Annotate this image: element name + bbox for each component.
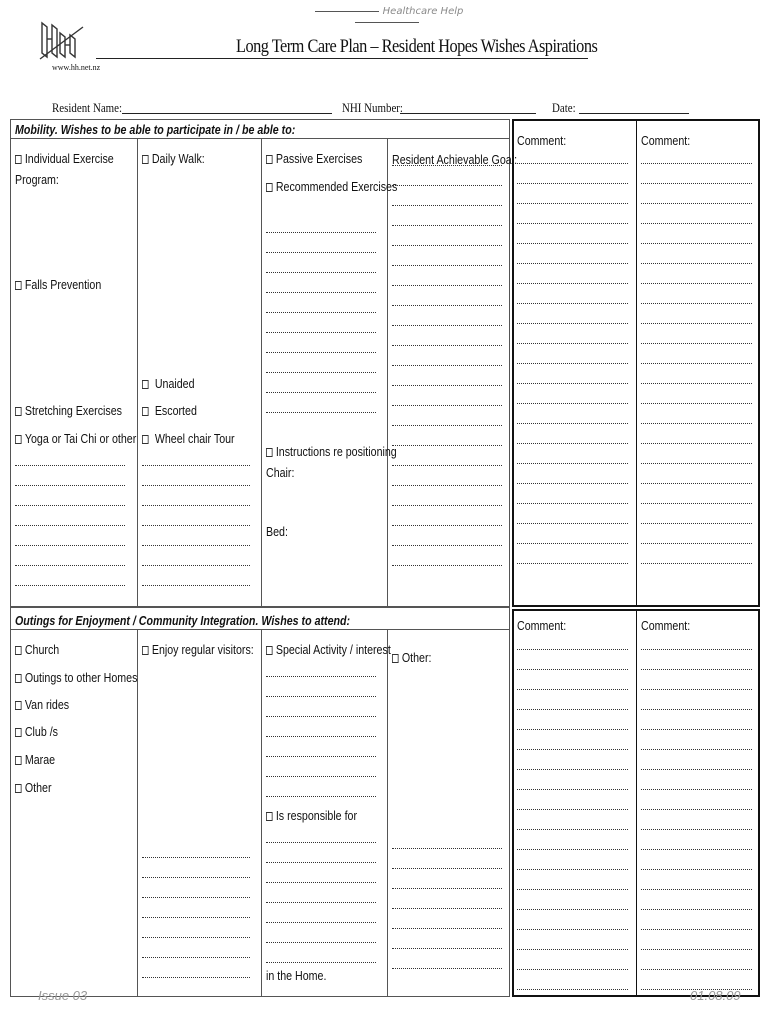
outings-col4-line[interactable]	[392, 928, 502, 929]
mobility-comment2-line[interactable]	[641, 283, 752, 284]
mobility-comment-divider	[636, 119, 637, 607]
option-label: Enjoy regular visitors:	[151, 642, 254, 657]
bed-label: Bed:	[266, 524, 288, 539]
mobility-comment1-line[interactable]	[517, 343, 628, 344]
mobility-col4-line[interactable]	[392, 505, 502, 506]
mobility-col4-line[interactable]	[392, 225, 502, 226]
brand-name: Healthcare Help	[382, 6, 464, 17]
outings-col4-line[interactable]	[392, 848, 502, 849]
outings-comment1-line[interactable]	[517, 929, 628, 930]
outings-col4-line[interactable]	[392, 868, 502, 869]
mobility-comment2-line[interactable]	[641, 403, 752, 404]
is-responsible-checkbox[interactable]	[266, 808, 357, 823]
passive-exercises-checkbox[interactable]	[266, 151, 362, 166]
mobility-col3-line[interactable]	[266, 252, 376, 253]
date-label: Date:	[552, 100, 576, 115]
nhi-number-field[interactable]	[400, 113, 536, 114]
mobility-col4-line[interactable]	[392, 565, 502, 566]
resident-name-field[interactable]	[122, 113, 332, 114]
outings-col2-line[interactable]	[142, 937, 250, 938]
option-label: Unaided	[154, 376, 195, 391]
mobility-col2-line[interactable]	[142, 565, 250, 566]
outings-comment-divider	[636, 609, 637, 997]
mobility-comment1-line[interactable]	[517, 403, 628, 404]
outings-comment1-line[interactable]	[517, 809, 628, 810]
option-label: Other	[24, 780, 52, 795]
outings-comment2-line[interactable]	[641, 669, 752, 670]
checkbox-icon[interactable]	[142, 435, 149, 444]
option-label: Special Activity / interest	[275, 642, 391, 657]
outings-comment1-line[interactable]	[517, 689, 628, 690]
mobility-col4-line[interactable]	[392, 545, 502, 546]
healthcare-help-logo	[38, 19, 88, 61]
mobility-col4-line[interactable]	[392, 185, 502, 186]
outings-comment1-line[interactable]	[517, 829, 628, 830]
outings-comment2-line[interactable]	[641, 649, 752, 650]
mobility-header-rule	[10, 138, 510, 139]
outings-comment1-line[interactable]	[517, 989, 628, 990]
outings-comment1-line[interactable]	[517, 789, 628, 790]
outings-col2-line[interactable]	[142, 857, 250, 858]
checkbox-icon[interactable]	[15, 155, 22, 164]
checkbox-icon[interactable]	[266, 812, 273, 821]
mobility-col4-line[interactable]	[392, 305, 502, 306]
mobility-col3-line[interactable]	[266, 352, 376, 353]
mobility-comment2-line[interactable]	[641, 363, 752, 364]
outings-comment1-line[interactable]	[517, 669, 628, 670]
outings-header-rule	[10, 629, 510, 630]
outings-comment2-line[interactable]	[641, 929, 752, 930]
outings-divider-3	[387, 629, 388, 997]
outings-comment2-line[interactable]	[641, 769, 752, 770]
mobility-col1-line[interactable]	[15, 585, 125, 586]
mobility-comment2-line[interactable]	[641, 563, 752, 564]
option-label: Outings to other Homes	[24, 670, 138, 685]
daily-walk-checkbox[interactable]	[142, 151, 205, 166]
option-label: Daily Walk:	[151, 151, 205, 166]
mobility-comment2-line[interactable]	[641, 503, 752, 504]
footer-date: 01.08.09	[690, 988, 741, 1003]
outings-col3-line-a[interactable]	[266, 796, 376, 797]
mobility-comment2-line[interactable]	[641, 523, 752, 524]
outings-comment2-line[interactable]	[641, 909, 752, 910]
mobility-comment2-line[interactable]	[641, 323, 752, 324]
achievable-goal-label: Resident Achievable Goal:	[392, 152, 518, 167]
option-label: Instructions re positioning	[275, 444, 397, 459]
outings-col3-line-a[interactable]	[266, 776, 376, 777]
mobility-col4-line[interactable]	[392, 465, 502, 466]
checkbox-icon[interactable]	[15, 728, 22, 737]
mobility-col4-line[interactable]	[392, 365, 502, 366]
mobility-col2-line[interactable]	[142, 485, 250, 486]
checkbox-icon[interactable]	[15, 407, 22, 416]
checkbox-icon[interactable]	[15, 756, 22, 765]
escorted-checkbox[interactable]	[142, 403, 197, 418]
mobility-comment1-line[interactable]	[517, 463, 628, 464]
mobility-col3-line[interactable]	[266, 292, 376, 293]
mobility-col4-line[interactable]	[392, 265, 502, 266]
mobility-comment2-line[interactable]	[641, 183, 752, 184]
mobility-col3-line[interactable]	[266, 332, 376, 333]
mobility-comment1-line[interactable]	[517, 383, 628, 384]
mobility-comment2-line[interactable]	[641, 343, 752, 344]
checkbox-icon[interactable]	[15, 435, 22, 444]
mobility-col4-line[interactable]	[392, 285, 502, 286]
mobility-col2-line[interactable]	[142, 525, 250, 526]
mobility-comment1-line[interactable]	[517, 203, 628, 204]
mobility-comment-2-label: Comment:	[641, 133, 691, 148]
checkbox-icon[interactable]	[266, 448, 273, 457]
outings-col3-line-a[interactable]	[266, 676, 376, 677]
special-activity-checkbox[interactable]	[266, 642, 391, 657]
date-field[interactable]	[579, 113, 689, 114]
outings-comment2-line[interactable]	[641, 949, 752, 950]
mobility-comment1-line[interactable]	[517, 483, 628, 484]
stretching-exercises-checkbox[interactable]	[15, 403, 122, 418]
outings-col3-line-b[interactable]	[266, 902, 376, 903]
outings-comment2-line[interactable]	[641, 709, 752, 710]
outings-col3-line-b[interactable]	[266, 962, 376, 963]
mobility-col4-line[interactable]	[392, 405, 502, 406]
outings-comment2-line[interactable]	[641, 729, 752, 730]
marae-checkbox[interactable]	[15, 752, 55, 767]
mobility-table	[10, 119, 510, 607]
outings-col3-line-a[interactable]	[266, 736, 376, 737]
program-label: Program:	[15, 172, 59, 187]
outings-col3-line-a[interactable]	[266, 756, 376, 757]
outings-col3-line-b[interactable]	[266, 862, 376, 863]
option-label: Recommended Exercises	[275, 179, 398, 194]
outings-comment1-line[interactable]	[517, 649, 628, 650]
outings-comment2-line[interactable]	[641, 849, 752, 850]
mobility-col4-line[interactable]	[392, 165, 502, 166]
option-label: Van rides	[24, 697, 70, 712]
outings-heading: Outings for Enjoyment / Community Integration. Wishes to attend:	[15, 613, 351, 628]
issue-number: Issue 03	[38, 988, 88, 1003]
option-label: Individual Exercise	[24, 151, 114, 166]
regular-visitors-checkbox[interactable]	[142, 642, 254, 657]
outings-col3-line-b[interactable]	[266, 882, 376, 883]
outings-comment2-line[interactable]	[641, 789, 752, 790]
mobility-comment1-line[interactable]	[517, 323, 628, 324]
mobility-col4-line[interactable]	[392, 325, 502, 326]
outings-comment2-line[interactable]	[641, 889, 752, 890]
outings-comment2-line[interactable]	[641, 809, 752, 810]
resident-fields	[52, 100, 742, 118]
outings-comment2-line[interactable]	[641, 869, 752, 870]
mobility-comment2-line[interactable]	[641, 263, 752, 264]
mobility-comment2-line[interactable]	[641, 223, 752, 224]
outings-comment1-line[interactable]	[517, 949, 628, 950]
mobility-divider-1	[137, 138, 138, 607]
mobility-comment2-line[interactable]	[641, 203, 752, 204]
outings-comment-2-label: Comment:	[641, 618, 691, 633]
outings-comment1-line[interactable]	[517, 749, 628, 750]
mobility-col3-line[interactable]	[266, 272, 376, 273]
outings-col3-line-b[interactable]	[266, 842, 376, 843]
mobility-col2-line[interactable]	[142, 585, 250, 586]
in-the-home-label: in the Home.	[266, 968, 327, 983]
checkbox-icon[interactable]	[142, 646, 149, 655]
document-title: Long Term Care Plan – Resident Hopes Wishes Aspirations	[236, 36, 598, 57]
option-label: Church	[24, 642, 60, 657]
mobility-comment1-line[interactable]	[517, 163, 628, 164]
outings-col2-line[interactable]	[142, 977, 250, 978]
mobility-col2-line[interactable]	[142, 545, 250, 546]
checkbox-icon[interactable]	[142, 407, 149, 416]
unaided-checkbox[interactable]	[142, 376, 195, 391]
outings-comment1-line[interactable]	[517, 849, 628, 850]
mobility-col3-line[interactable]	[266, 372, 376, 373]
mobility-divider-3	[387, 138, 388, 607]
mobility-col3-line[interactable]	[266, 412, 376, 413]
option-label: Yoga or Tai Chi or other	[24, 431, 137, 446]
outings-col3-line-b[interactable]	[266, 922, 376, 923]
outings-comment1-line[interactable]	[517, 969, 628, 970]
mobility-col4-line[interactable]	[392, 485, 502, 486]
mobility-col3-line[interactable]	[266, 232, 376, 233]
mobility-comment2-line[interactable]	[641, 423, 752, 424]
mobility-col2-line[interactable]	[142, 465, 250, 466]
mobility-col4-line[interactable]	[392, 245, 502, 246]
checkbox-icon[interactable]	[15, 701, 22, 710]
checkbox-icon[interactable]	[266, 155, 273, 164]
mobility-comment2-line[interactable]	[641, 383, 752, 384]
wheel-chair-tour-checkbox[interactable]	[142, 431, 235, 446]
mobility-col1-line[interactable]	[15, 505, 125, 506]
outings-col4-other-checkbox[interactable]	[392, 650, 431, 665]
mobility-col4-line[interactable]	[392, 525, 502, 526]
checkbox-icon[interactable]	[15, 281, 22, 290]
church-checkbox[interactable]	[15, 642, 59, 657]
mobility-col1-line[interactable]	[15, 565, 125, 566]
mobility-col1-line[interactable]	[15, 485, 125, 486]
outings-comment2-line[interactable]	[641, 829, 752, 830]
van-rides-checkbox[interactable]	[15, 697, 69, 712]
mobility-comment1-line[interactable]	[517, 263, 628, 264]
checkbox-icon[interactable]	[15, 646, 22, 655]
nhi-number-label: NHI Number:	[342, 100, 403, 115]
checkbox-icon[interactable]	[15, 674, 22, 683]
outings-col2-line[interactable]	[142, 897, 250, 898]
checkbox-icon[interactable]	[266, 646, 273, 655]
mobility-col4-line[interactable]	[392, 425, 502, 426]
outings-col4-line[interactable]	[392, 908, 502, 909]
checkbox-icon[interactable]	[15, 784, 22, 793]
outings-col4-line[interactable]	[392, 888, 502, 889]
mobility-comment2-line[interactable]	[641, 483, 752, 484]
individual-exercise-checkbox[interactable]	[15, 151, 114, 166]
mobility-comment2-line[interactable]	[641, 163, 752, 164]
mobility-comment1-line[interactable]	[517, 443, 628, 444]
outings-comment1-line[interactable]	[517, 909, 628, 910]
falls-prevention-checkbox[interactable]	[15, 277, 101, 292]
mobility-comment2-line[interactable]	[641, 243, 752, 244]
outings-col3-line-a[interactable]	[266, 696, 376, 697]
outings-comment2-line[interactable]	[641, 749, 752, 750]
mobility-comment1-line[interactable]	[517, 543, 628, 544]
outings-other-checkbox[interactable]	[15, 780, 52, 795]
website-url: www.hh.net.nz	[52, 63, 101, 72]
mobility-col4-line[interactable]	[392, 385, 502, 386]
mobility-comment1-line[interactable]	[517, 363, 628, 364]
title-underline	[96, 58, 588, 59]
outings-col2-line[interactable]	[142, 877, 250, 878]
mobility-col4-line[interactable]	[392, 205, 502, 206]
option-label: Club /s	[24, 724, 59, 739]
mobility-col4-line[interactable]	[392, 445, 502, 446]
mobility-col3-line[interactable]	[266, 392, 376, 393]
mobility-comment-1-label: Comment:	[517, 133, 567, 148]
mobility-comment2-line[interactable]	[641, 303, 752, 304]
clubs-checkbox[interactable]	[15, 724, 58, 739]
checkbox-icon[interactable]	[266, 183, 273, 192]
brand-rule-right	[355, 22, 419, 23]
mobility-comment2-line[interactable]	[641, 543, 752, 544]
positioning-instructions-checkbox[interactable]	[266, 444, 397, 459]
mobility-col1-line[interactable]	[15, 545, 125, 546]
option-label: Is responsible for	[275, 808, 358, 823]
mobility-divider-2	[261, 138, 262, 607]
outings-comment1-line[interactable]	[517, 869, 628, 870]
outings-divider-2	[261, 629, 262, 997]
recommended-exercises-checkbox[interactable]	[266, 179, 397, 194]
mobility-col1-line[interactable]	[15, 465, 125, 466]
resident-name-label: Resident Name:	[52, 100, 123, 115]
mobility-comment1-line[interactable]	[517, 303, 628, 304]
option-label: Passive Exercises	[275, 151, 363, 166]
outings-comment1-line[interactable]	[517, 729, 628, 730]
mobility-comment2-line[interactable]	[641, 463, 752, 464]
chair-label: Chair:	[266, 465, 295, 480]
mobility-col1-line[interactable]	[15, 525, 125, 526]
option-label: Stretching Exercises	[24, 403, 123, 418]
mobility-comment1-line[interactable]	[517, 563, 628, 564]
outings-col2-line[interactable]	[142, 957, 250, 958]
mobility-comment1-line[interactable]	[517, 523, 628, 524]
mobility-comment1-line[interactable]	[517, 283, 628, 284]
option-label: Wheel chair Tour	[154, 431, 235, 446]
outings-comment-1-label: Comment:	[517, 618, 567, 633]
option-label: Falls Prevention	[24, 277, 102, 292]
yoga-tai-chi-checkbox[interactable]	[15, 431, 136, 446]
mobility-comment1-line[interactable]	[517, 503, 628, 504]
outings-other-homes-checkbox[interactable]	[15, 670, 137, 685]
outings-col4-line[interactable]	[392, 948, 502, 949]
mobility-col3-line[interactable]	[266, 312, 376, 313]
mobility-comment1-line[interactable]	[517, 423, 628, 424]
mobility-comment2-line[interactable]	[641, 443, 752, 444]
outings-col4-line[interactable]	[392, 968, 502, 969]
brand-rule-left	[315, 11, 379, 12]
checkbox-icon[interactable]	[142, 380, 149, 389]
outings-comment1-line[interactable]	[517, 889, 628, 890]
option-label: Escorted	[154, 403, 197, 418]
outings-comment1-line[interactable]	[517, 709, 628, 710]
brand-line	[282, 6, 492, 24]
outings-col2-line[interactable]	[142, 917, 250, 918]
outings-comment2-line[interactable]	[641, 689, 752, 690]
checkbox-icon[interactable]	[392, 654, 399, 663]
mobility-comment1-line[interactable]	[517, 183, 628, 184]
outings-table	[10, 607, 510, 997]
outings-col3-line-a[interactable]	[266, 716, 376, 717]
option-label: Marae	[24, 752, 56, 767]
outings-col3-line-b[interactable]	[266, 942, 376, 943]
mobility-col4-line[interactable]	[392, 345, 502, 346]
mobility-col2-line[interactable]	[142, 505, 250, 506]
checkbox-icon[interactable]	[142, 155, 149, 164]
mobility-comment1-line[interactable]	[517, 223, 628, 224]
mobility-heading: Mobility. Wishes to be able to participate in / be able to:	[15, 122, 296, 137]
mobility-comment1-line[interactable]	[517, 243, 628, 244]
outings-comment1-line[interactable]	[517, 769, 628, 770]
outings-comment2-line[interactable]	[641, 969, 752, 970]
option-label: Other:	[401, 650, 432, 665]
